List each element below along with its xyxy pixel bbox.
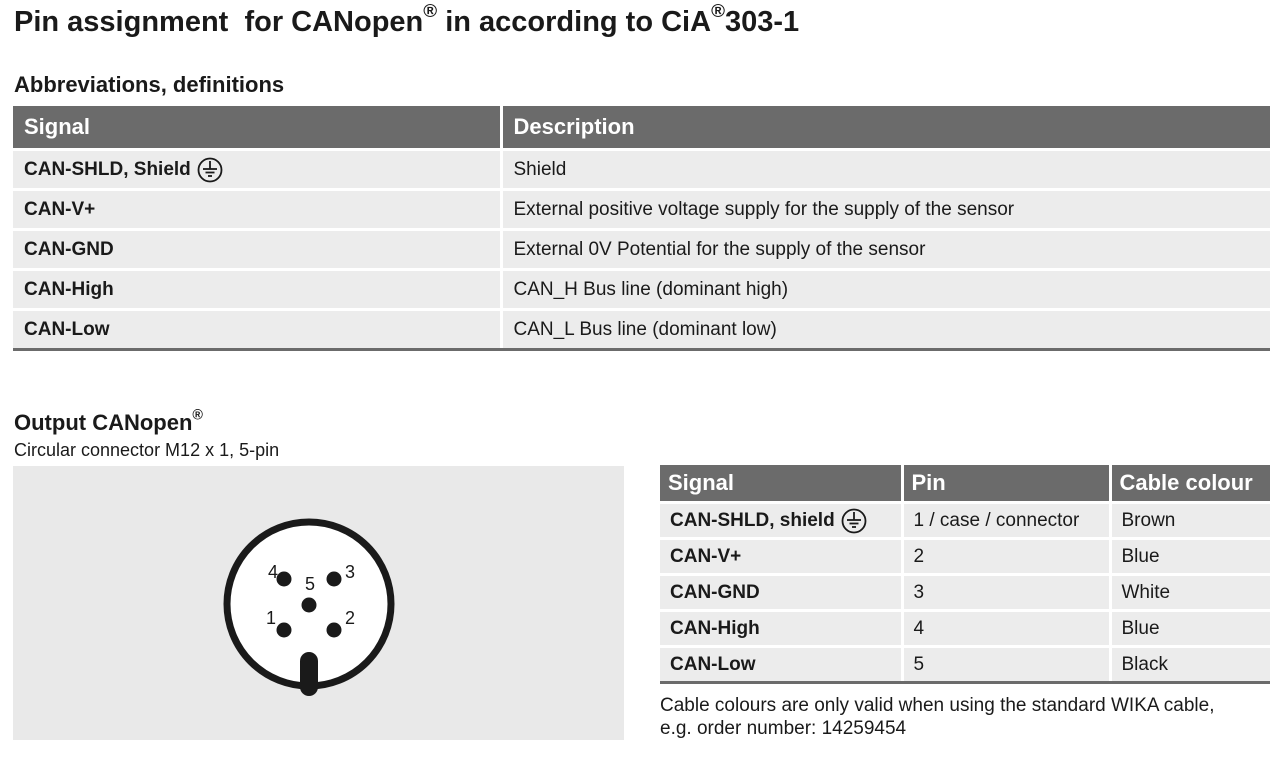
signal-cell: CAN-Low — [13, 310, 501, 350]
table-row — [13, 310, 1270, 350]
table-row — [660, 647, 1270, 683]
pin-cell: 3 — [902, 575, 1110, 611]
ground-icon — [841, 508, 867, 534]
cable-colour-cell: Black — [1110, 647, 1270, 683]
pin-5 — [302, 598, 317, 613]
note-line-2: e.g. order number: 14259454 — [660, 718, 907, 739]
cable-colour-cell: White — [1110, 575, 1270, 611]
pin-cell: 1 / case / connector — [902, 503, 1110, 539]
signal-cell — [660, 503, 902, 539]
connector-description: Circular connector M12 x 1, 5-pin — [14, 440, 280, 460]
page-title: Pin assignment for CANopen® in according to CiA®303-1 — [14, 0, 800, 38]
output-table — [660, 465, 1270, 684]
signal-name: CAN-SHLD, Shield — [24, 158, 191, 180]
pin-cell: 4 — [902, 611, 1110, 647]
signal-cell: CAN-Low — [660, 647, 902, 683]
pin-1 — [277, 623, 292, 638]
description-cell: CAN_H Bus line (dominant high) — [501, 270, 1270, 310]
connector-drawing — [13, 466, 624, 740]
description-cell: External 0V Potential for the supply of the sensor — [501, 230, 1270, 270]
signal-cell: CAN-GND — [13, 230, 501, 270]
description-cell: External positive voltage supply for the supply of the sensor — [501, 190, 1270, 230]
pin-cell: 5 — [902, 647, 1110, 683]
description-cell: Shield — [501, 150, 1270, 190]
signal-name: CAN-SHLD, shield — [670, 509, 835, 531]
table-row — [660, 539, 1270, 575]
column-header-cable-colour: Cable colour — [1110, 465, 1270, 503]
signal-cell: CAN-High — [660, 611, 902, 647]
column-header-signal: Signal — [660, 465, 902, 503]
cable-colour-cell: Brown — [1110, 503, 1270, 539]
pin-label-5: 5 — [305, 574, 316, 594]
table-row — [13, 230, 1270, 270]
abbreviations-heading: Abbreviations, definitions — [14, 72, 285, 97]
pin-label-1: 1 — [266, 608, 277, 628]
table-row — [13, 150, 1270, 190]
ground-icon — [197, 157, 223, 183]
output-heading: Output CANopen® — [14, 407, 203, 435]
cable-colour-note — [660, 694, 1270, 740]
pin-label-4: 4 — [268, 562, 279, 582]
cable-colour-cell: Blue — [1110, 539, 1270, 575]
connector-key — [300, 652, 318, 696]
signal-cell: CAN-High — [13, 270, 501, 310]
table-row — [13, 190, 1270, 230]
column-header-signal: Signal — [13, 106, 501, 150]
column-header-pin: Pin — [902, 465, 1110, 503]
column-header-description: Description — [501, 106, 1270, 150]
table-row — [660, 575, 1270, 611]
pin-cell: 2 — [902, 539, 1110, 575]
connector-diagram — [13, 466, 624, 740]
signal-cell: CAN-V+ — [13, 190, 501, 230]
pin-label-2: 2 — [345, 608, 356, 628]
signal-cell: CAN-GND — [660, 575, 902, 611]
signal-cell — [13, 150, 501, 190]
signal-cell: CAN-V+ — [660, 539, 902, 575]
pin-label-3: 3 — [345, 562, 356, 582]
output-header-row — [660, 465, 1270, 503]
pin-4 — [277, 572, 292, 587]
table-row — [660, 503, 1270, 539]
pin-3 — [327, 572, 342, 587]
abbreviations-header-row — [13, 106, 1270, 150]
abbreviations-table — [13, 106, 1270, 351]
note-line-1: Cable colours are only valid when using the standard WIKA cable, — [660, 695, 1215, 716]
description-cell: CAN_L Bus line (dominant low) — [501, 310, 1270, 350]
pin-2 — [327, 623, 342, 638]
table-row — [660, 611, 1270, 647]
cable-colour-cell: Blue — [1110, 611, 1270, 647]
table-row — [13, 270, 1270, 310]
